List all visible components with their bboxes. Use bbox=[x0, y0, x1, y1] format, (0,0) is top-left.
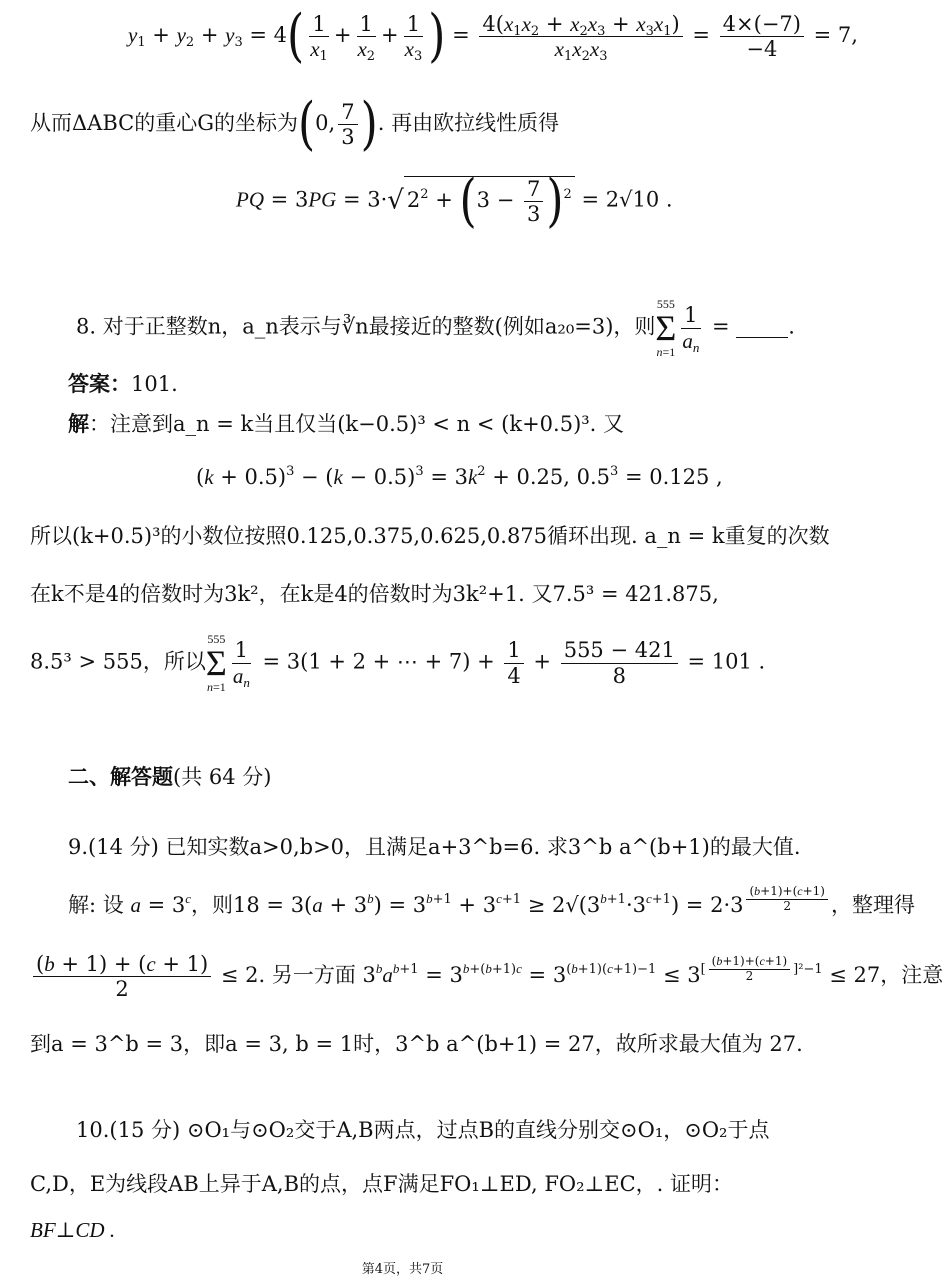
problem-8-text: 8. 对于正整数n，a_n表示与∛n最接近的整数(例如a₂₀=3)，则 bbox=[76, 314, 656, 339]
paragraph-cycle: 所以(k+0.5)³的小数位按照0.125,0.375,0.625,0.875循环出现. a_n = k重复的次数 bbox=[30, 524, 830, 548]
centroid-text: 从而ΔABC的重心G的坐标为 bbox=[30, 111, 298, 136]
final-lead-text: 8.5³ > 555，所以 bbox=[30, 649, 206, 674]
solution-line2-mid: . 另一方面 bbox=[258, 963, 356, 988]
paragraph-centroid: 从而ΔABC的重心G的坐标为(0, $\frac{7}{3}$ ). 再由欧拉线性质得 bbox=[30, 90, 560, 158]
problem-9-solution-line1: 解: 设 $a = 3^c$，则$18 = 3(a + 3^b) = 3^{b+1} + 3^{c+1} \ge 2√(3^{b+1}\cdot 3^{c+1}) = 2\cdot 3$ $^{\frac{(b+1)+(c+1)}{2}}$ ，整理得 bbox=[68, 884, 915, 917]
problem-9-solution-line3: 到a = 3^b = 3，即a = 3, b = 1时，3^b a^(b+1) = 27，故所求最大值为 27. bbox=[30, 1032, 803, 1056]
answer-line bbox=[68, 372, 178, 397]
equation-final-sum: 8.5³ > 555，所以 555 Σ n=1 $\frac{1}{a_n}$ = 3(1 + 2 + ⋯ + 7) + $\frac{1}{4}$ + $\frac{555 - 421}{8}$ = 101 . bbox=[30, 632, 766, 694]
solution-line1-end: ，整理得 bbox=[830, 892, 915, 917]
page-footer: 第4页，共7页 bbox=[361, 1262, 444, 1277]
problem-10-line2: C,D，E为线段AB上异于A,B的点，点F满足FO₁⊥ED, FO₂⊥EC，. 证明： bbox=[30, 1172, 734, 1196]
section-points: (共 64 分) bbox=[173, 765, 272, 789]
equation-cubes: $(k + 0.5)^3 - (k - 0.5)^3 = 3k^2 + 0.25$, $0.5^3 = 0.125$ , bbox=[196, 464, 723, 489]
section-heading bbox=[68, 765, 271, 790]
paragraph-counts: 在k不是4的倍数时为3k²，在k是4的倍数时为3k²+1. 又7.5³ = 421.875, bbox=[30, 582, 719, 606]
answer-label: 答案： bbox=[68, 372, 131, 396]
answer-blank bbox=[736, 319, 788, 338]
equation-pq: PQ = 3PG = 3·√ $2^2 + (3$ − $\frac{7}{3}$ )$^2$ = 2√10 . bbox=[236, 167, 673, 235]
solution-note-text: ：注意到a_n = k当且仅当(k−0.5)³ < n < (k+0.5)³. 又 bbox=[89, 412, 625, 436]
solution-label: 解 bbox=[68, 412, 89, 436]
problem-10-line3: BF⊥CD . bbox=[30, 1218, 116, 1242]
problem-8-stem: 8. 对于正整数n，a_n表示与∛n最接近的整数(例如a₂₀=3)，则 555 Σ n=1 $\frac{1}{a_n}$ = . bbox=[76, 297, 795, 359]
problem-9-stem: 9.(14 分) 已知实数a>0,b>0，且满足a+3^b=6. 求3^b a^(b+1)的最大值. bbox=[68, 835, 801, 859]
section-title: 二、解答题 bbox=[68, 765, 173, 789]
euler-text: . 再由欧拉线性质得 bbox=[377, 111, 560, 136]
solution-note bbox=[68, 412, 624, 437]
problem-10-line1: 10.(15 分) ⊙O₁与⊙O₂交于A,B两点，过点B的直线分别交⊙O₁，⊙O₂于点 bbox=[76, 1118, 770, 1142]
solution-line2-end: ，注意 bbox=[880, 963, 943, 988]
answer-value: 101. bbox=[131, 372, 178, 396]
problem-9-solution-line2: $\frac{(b + 1) + (c + 1)}{2}$ ≤ 2. 另一方面 $3^ba^{b+1} = 3^{b+(b+1)c} = 3^{(b+1)(c+1)-1} \le 3^{[ \frac{(b+1)+(c+1)}{2} ]^2-1} \le 27$，注意 bbox=[30, 952, 943, 1001]
equation-y-sum: $y_1 + y_2 + y_3 = 4$( $\frac{1}{x_1}$ + $\frac{1}{x_2}$ + $\frac{1}{x_3}$ ) = $\frac{4(x_1x_2 + x_2x_3 + x_3x_1)}{x_1x_2x_3}$ = $\frac{4\times(-7)}{-4}$ = 7, bbox=[128, 2, 858, 70]
